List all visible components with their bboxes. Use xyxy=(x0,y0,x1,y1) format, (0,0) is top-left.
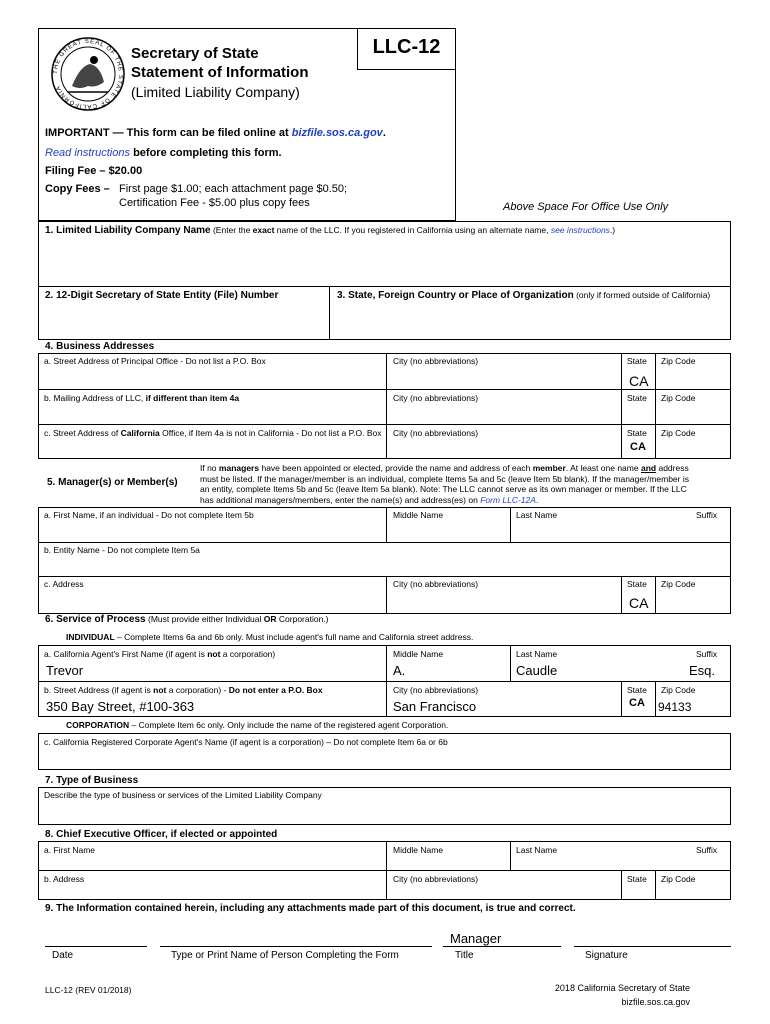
s8b-zip-label: Zip Code xyxy=(661,874,696,884)
s1-note-exact: exact xyxy=(252,225,275,235)
s4c-state-value[interactable]: CA xyxy=(630,441,646,453)
section-6-title-wrap xyxy=(45,614,329,625)
section-6-title: 6. Service of Process xyxy=(45,614,146,625)
s6b-label-c: Do not enter a P.O. Box xyxy=(228,685,323,695)
s6-col-state xyxy=(621,681,622,717)
s6-row-divider-1 xyxy=(38,681,731,682)
s6b-street-label xyxy=(44,685,323,695)
s4a-city-label: City (no abbreviations) xyxy=(393,356,479,366)
agent-last-name[interactable]: Caudle xyxy=(516,663,558,678)
copyright: 2018 California Secretary of State xyxy=(554,983,690,993)
s5c-state-value[interactable]: CA xyxy=(629,595,649,611)
s8-col-state xyxy=(621,870,622,900)
agent-state[interactable]: CA xyxy=(629,697,645,709)
section-7-title: 7. Type of Business xyxy=(45,775,139,786)
s4-col-divider-state xyxy=(621,353,622,459)
section-9-title: 9. The Information contained herein, including any attachments made part of this document, is true and correct. xyxy=(45,903,576,914)
section-8-title: 8. Chief Executive Officer, if elected or appointed xyxy=(45,829,278,840)
section-2-label: 2. 12-Digit Secretary of State Entity (File) Number xyxy=(45,290,279,301)
section-5-table xyxy=(38,507,731,614)
s6c-label: c. California Registered Corporate Agent's Name (if agent is a corporation) – Do not complete Item 6a or 6b xyxy=(44,737,448,747)
s8b-state-label: State xyxy=(627,874,647,884)
s5-col-state xyxy=(621,576,622,614)
subtitle: (Limited Liability Company) xyxy=(131,84,300,100)
s4b-state-label: State xyxy=(627,393,647,403)
s6-note-a: (Must provide either Individual xyxy=(148,614,262,624)
s5c-address-label: c. Address xyxy=(44,579,84,589)
agent-middle-name[interactable]: A. xyxy=(393,663,406,678)
seal-text: THE GREAT SEAL OF THE STATE OF CALIFORNIA xyxy=(52,38,124,110)
s5c-state-label: State xyxy=(627,579,647,589)
s6-col-middle xyxy=(386,645,387,717)
s4c-zip-label: Zip Code xyxy=(661,428,696,438)
s5a-last-label: Last Name xyxy=(516,510,558,520)
s6b-city-label: City (no abbreviations) xyxy=(393,685,479,695)
read-instructions-text: before completing this form. xyxy=(133,147,282,159)
form-id: LLC-12 xyxy=(372,36,441,58)
s6a-first-name-label xyxy=(44,649,275,659)
section-5-description xyxy=(200,463,722,505)
agent-zip[interactable]: 94133 xyxy=(658,700,692,714)
copy-fees-label: Copy Fees – xyxy=(45,183,110,195)
s6-corporation-heading: CORPORATION xyxy=(66,720,130,730)
s4-row-divider-1 xyxy=(38,389,731,390)
agent-city[interactable]: San Francisco xyxy=(393,699,477,714)
agent-street[interactable]: 350 Bay Street, #100-363 xyxy=(46,699,195,714)
important-text: IMPORTANT — This form can be filed online at xyxy=(45,127,289,139)
s1-note-c: .) xyxy=(609,225,616,235)
form-revision: LLC-12 (REV 01/2018) xyxy=(45,985,132,995)
s5-desc-1e: . At least one name xyxy=(565,463,639,473)
s5-row-divider-2 xyxy=(38,576,731,577)
s5-desc-1g: address xyxy=(658,463,689,473)
s1-note-b: name of the LLC. If you registered in California using an alternate name, xyxy=(276,225,549,235)
bizfile-link[interactable]: bizfile.sos.ca.gov xyxy=(291,127,383,139)
s5-desc-1a: If no xyxy=(200,463,217,473)
s4b-city-label: City (no abbreviations) xyxy=(393,393,479,403)
s5a-suffix-label: Suffix xyxy=(696,510,718,520)
signature-label: Signature xyxy=(585,950,628,961)
s6a-last-label: Last Name xyxy=(516,649,558,659)
s5a-first-name-label: a. First Name, if an individual - Do not complete Item 5b xyxy=(44,510,254,520)
s8b-address-label: b. Address xyxy=(44,874,85,884)
read-instructions-link[interactable]: Read instructions xyxy=(45,147,130,159)
s5-col-middle xyxy=(386,507,387,542)
section-5-title: 5. Manager(s) or Member(s) xyxy=(47,477,178,488)
agent-suffix[interactable]: Esq. xyxy=(689,663,716,678)
s6b-state-label: State xyxy=(627,685,647,695)
s4-row-divider-2 xyxy=(38,424,731,425)
s4c-city-label: City (no abbreviations) xyxy=(393,428,479,438)
s6-corporation-text: – Complete Item 6c only. Only include the name of the registered agent Corporation. xyxy=(131,720,449,730)
s8-row-divider xyxy=(38,870,731,871)
s1-note-a: (Enter the xyxy=(212,225,251,235)
s8a-middle-label: Middle Name xyxy=(393,845,444,855)
s4a-state-label: State xyxy=(627,356,647,366)
s6a-label-b: a corporation) xyxy=(222,649,276,659)
state-seal xyxy=(50,36,126,112)
s5a-middle-label: Middle Name xyxy=(393,510,444,520)
s6-note-b: Corporation.) xyxy=(278,614,329,624)
s6-individual-instructions xyxy=(66,632,473,642)
s4c-label-c: Office, if Item 4a is not in California - Do not list a P.O. Box xyxy=(162,428,382,438)
s6a-label-a: a. California Agent's First Name (if agent is xyxy=(44,649,205,659)
section-4-table xyxy=(38,353,731,459)
s4c-label-a: c. Street Address of xyxy=(44,428,119,438)
s6-individual-text: – Complete Items 6a and 6b only. Must include agent's full name and California street address. xyxy=(117,632,474,642)
s5b-entity-label: b. Entity Name - Do not complete Item 5a xyxy=(44,545,200,555)
section-3-label: 3. State, Foreign Country or Place of Organization xyxy=(337,290,574,301)
s4-col-divider-zip xyxy=(655,353,656,459)
footer-site: bizfile.sos.ca.gov xyxy=(621,997,690,1007)
s6a-middle-label: Middle Name xyxy=(393,649,444,659)
copy-fees-line-2: Certification Fee - $5.00 plus copy fees xyxy=(119,197,310,209)
s8a-first-name-label: a. First Name xyxy=(44,845,96,855)
s6-individual-heading: INDIVIDUAL xyxy=(66,632,115,642)
s6a-suffix-label: Suffix xyxy=(696,649,718,659)
s8-col-zip xyxy=(655,870,656,900)
s5-desc-4b: . xyxy=(535,494,539,505)
s4a-street-label: a. Street Address of Principal Office - Do not list a P.O. Box xyxy=(44,356,266,366)
form-llc-12a-link[interactable]: Form LLC-12A xyxy=(480,494,536,505)
s8-col-middle xyxy=(386,841,387,900)
important-line: IMPORTANT — This form can be filed online at bizfile.sos.ca.gov. xyxy=(45,127,386,139)
filing-fee: Filing Fee – $20.00 xyxy=(45,165,143,177)
see-instructions-link[interactable]: see instructions xyxy=(550,225,610,235)
s4b-label-a: b. Mailing Address of LLC, xyxy=(44,393,144,403)
agent-first-name[interactable]: Trevor xyxy=(46,663,84,678)
s6b-label-not: not xyxy=(153,685,167,695)
s8b-city-label: City (no abbreviations) xyxy=(393,874,479,884)
s4c-ca-office-label xyxy=(44,428,382,438)
s6-col-zip xyxy=(655,681,656,717)
s5-col-city xyxy=(386,576,387,614)
s6b-zip-label: Zip Code xyxy=(661,685,696,695)
signature-line[interactable] xyxy=(574,946,731,947)
s4b-mailing-label xyxy=(44,393,239,403)
s4c-state-label: State xyxy=(627,428,647,438)
date-label: Date xyxy=(52,950,74,961)
s4b-label-b: if different than item 4a xyxy=(145,393,240,403)
section-3-label-wrap xyxy=(337,290,710,301)
s4a-zip-label: Zip Code xyxy=(661,356,696,366)
s8a-suffix-label: Suffix xyxy=(696,845,718,855)
s5-desc-1b: managers xyxy=(218,463,260,473)
section-3-note: (only if formed outside of California) xyxy=(576,290,711,300)
signer-title-value[interactable]: Manager xyxy=(450,931,502,946)
title-line[interactable] xyxy=(443,946,561,947)
s6-corporation-instructions xyxy=(66,720,448,730)
s5-row-divider-1 xyxy=(38,542,731,543)
s6-col-last xyxy=(510,645,511,681)
s6-note-or: OR xyxy=(263,614,277,624)
s5-col-zip xyxy=(655,576,656,614)
s4a-state-value[interactable]: CA xyxy=(629,373,649,389)
s6b-label-b: a corporation) - xyxy=(168,685,227,695)
office-use-note: Above Space For Office Use Only xyxy=(503,201,669,213)
s8a-last-label: Last Name xyxy=(516,845,558,855)
title-line-2: Statement of Information xyxy=(131,64,309,81)
copy-fees-line-1: First page $1.00; each attachment page $0.50; xyxy=(119,183,348,195)
s6b-label-a: b. Street Address (if agent is xyxy=(44,685,151,695)
section-1-title: 1. Limited Liability Company Name xyxy=(45,225,211,236)
section-7-label: Describe the type of business or services of the Limited Liability Company xyxy=(44,790,322,800)
name-label: Type or Print Name of Person Completing the Form xyxy=(171,950,399,961)
s6a-label-not: not xyxy=(207,649,221,659)
title-line-1: Secretary of State xyxy=(131,45,259,62)
name-line[interactable] xyxy=(160,946,432,947)
date-line[interactable] xyxy=(45,946,147,947)
s5-desc-1c: have been appointed or elected, provide the name and address of each xyxy=(261,463,531,473)
s5-desc-4a: has additional managers/members, enter the name(s) and address(es) on xyxy=(200,494,478,505)
s5-desc-1d: member xyxy=(532,463,566,473)
s4b-zip-label: Zip Code xyxy=(661,393,696,403)
s5-desc-1f: and xyxy=(640,463,657,473)
s4c-label-b: California xyxy=(120,428,160,438)
s5-desc-3: an entity, complete Items 5b and 5c (leave Item 5a blank). Note: The LLC cannot serve as its own manager or member. If the LLC xyxy=(200,484,687,494)
s8-col-last xyxy=(510,841,511,870)
title-label: Title xyxy=(455,950,474,961)
s5-desc-2: must be listed. If the manager/member is an individual, complete Items 5a and 5c (leave Item 5b blank). If the manager/member is xyxy=(200,473,689,484)
section-4-title: 4. Business Addresses xyxy=(45,341,155,352)
s4-col-divider-city xyxy=(386,353,387,459)
s5-col-last xyxy=(510,507,511,542)
s5c-zip-label: Zip Code xyxy=(661,579,696,589)
read-instructions-line xyxy=(45,147,282,159)
s5c-city-label: City (no abbreviations) xyxy=(393,579,479,589)
section-1-label xyxy=(45,225,615,236)
